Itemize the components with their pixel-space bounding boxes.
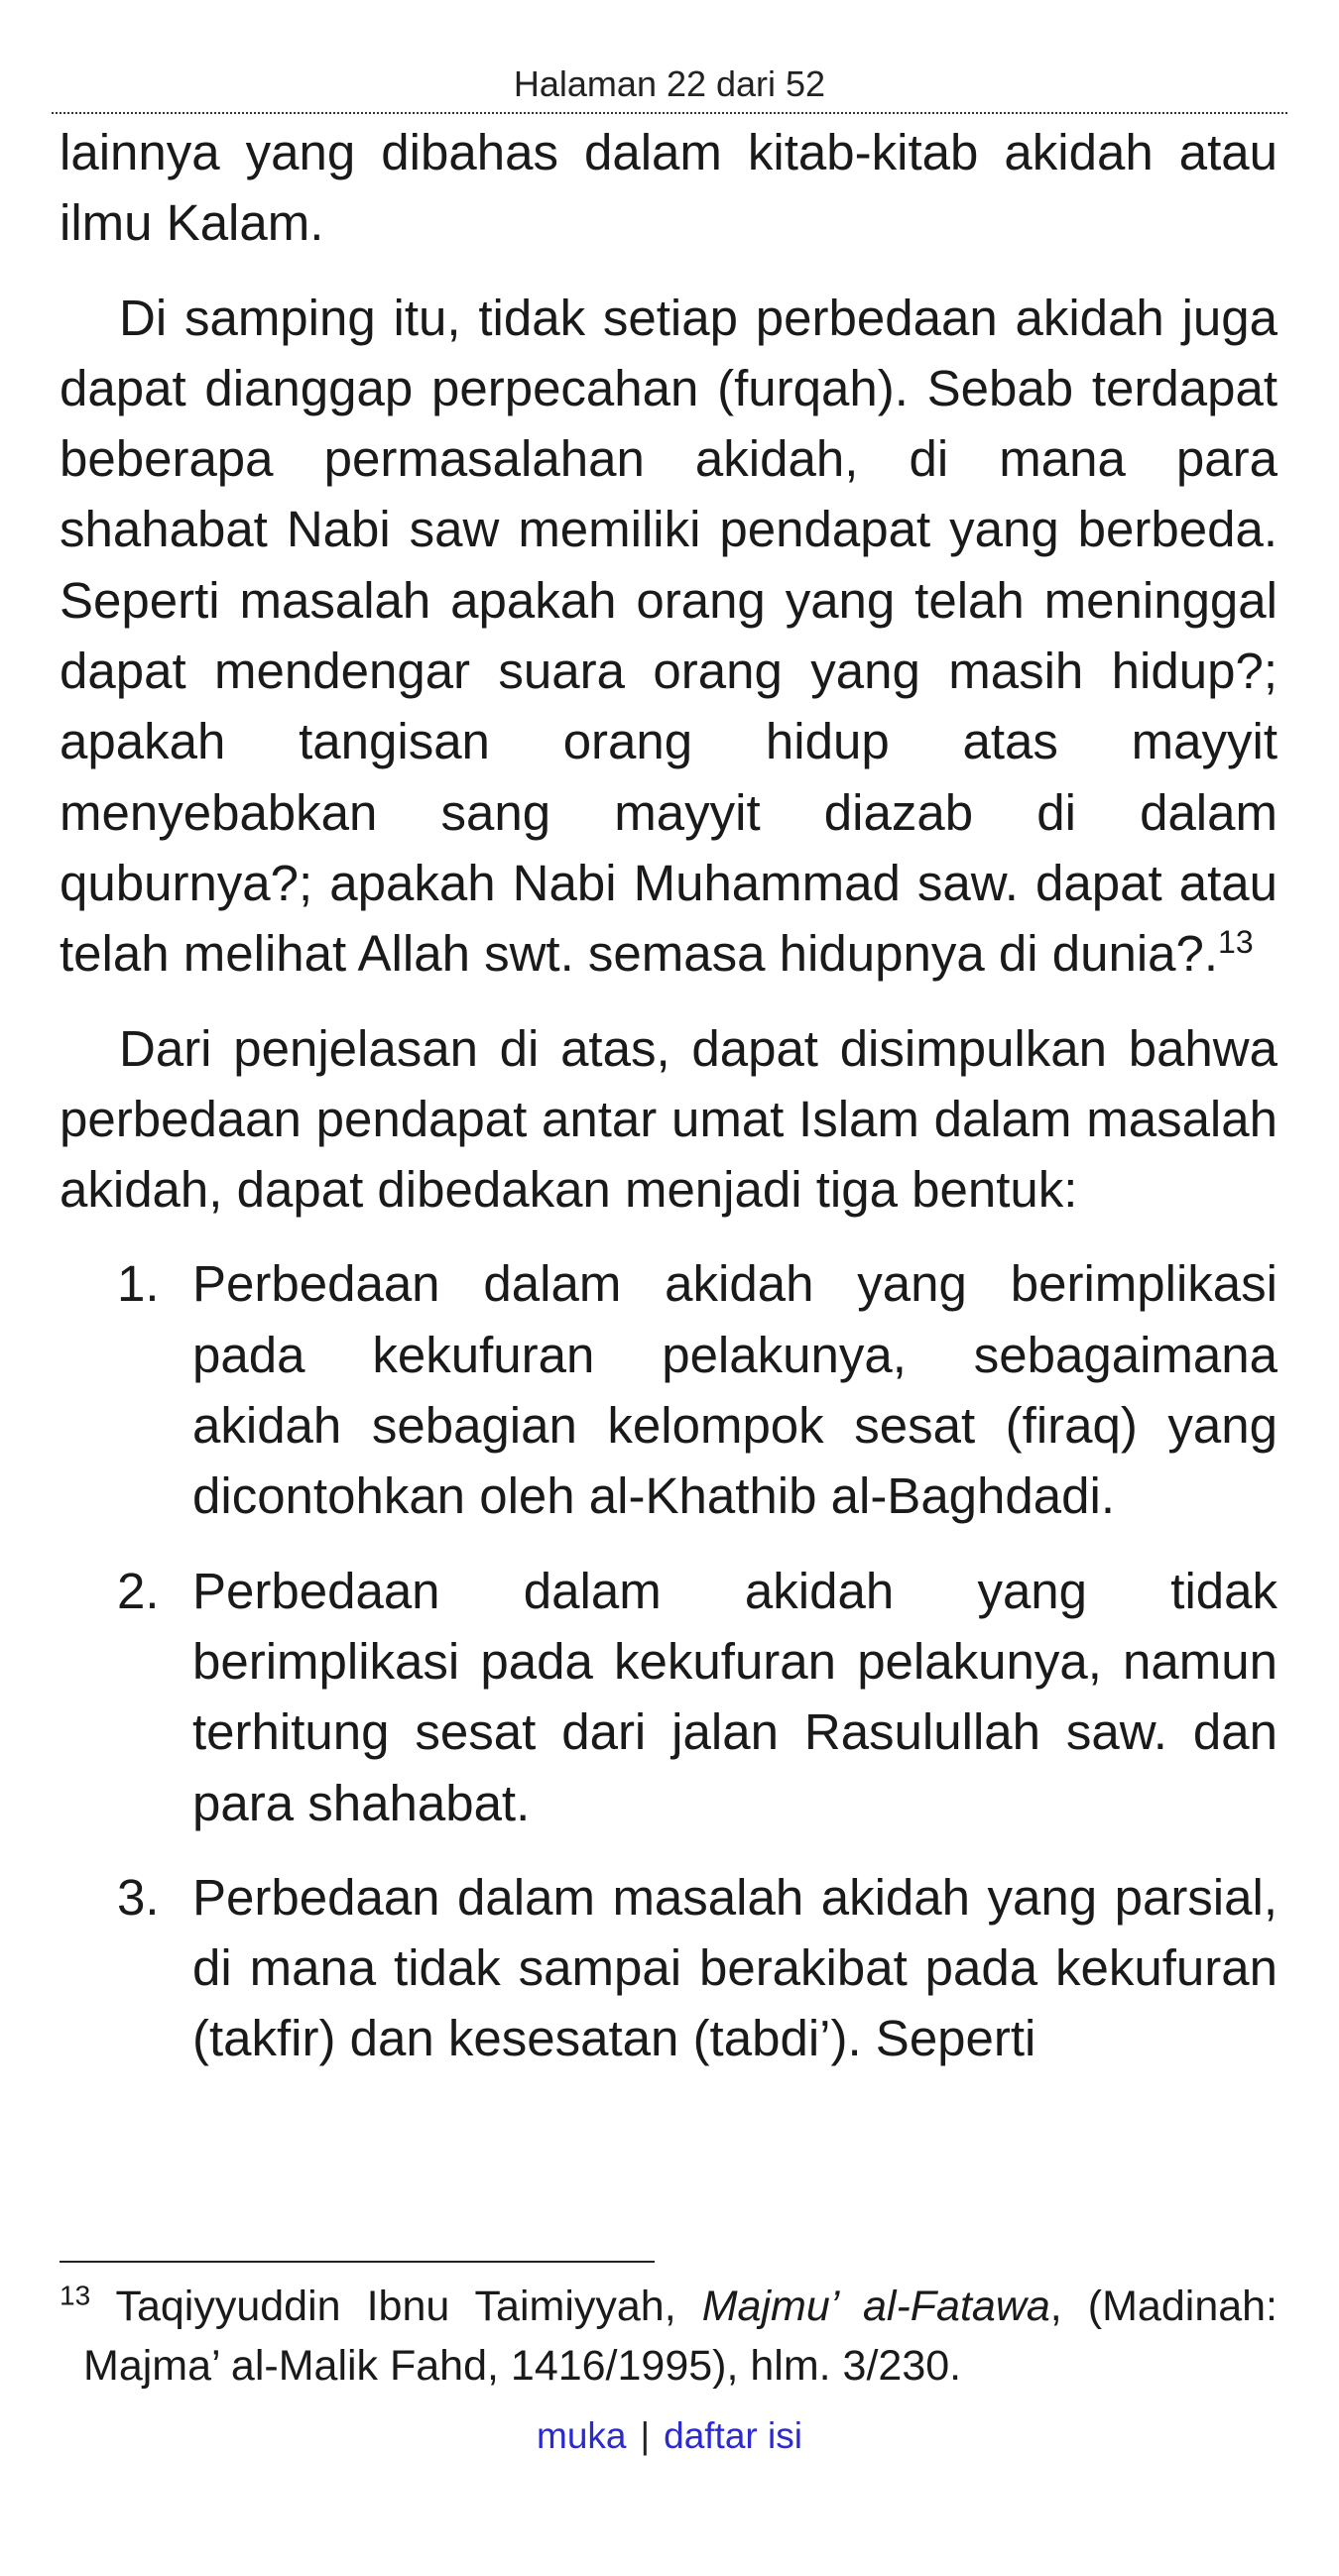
paragraph-3: Dari penjelasan di atas, dapat disimpulkan bahwa perbedaan pendapat antar umat Islam dalam masalah akidah, dapat dibedakan menjadi tiga bentuk:	[60, 1019, 1278, 1219]
footnote-13	[60, 2277, 1278, 2396]
footnote-text	[60, 2277, 1278, 2396]
paragraph-2	[60, 283, 1278, 990]
list-item-number: 1.	[117, 1255, 160, 1313]
list-item-text: Perbedaan dalam masalah akidah yang parsial, di mana tidak sampai berakibat pada kekufuran (takfir) dan kesesatan (tabdi’). Seperti	[192, 1868, 1278, 2067]
page-header	[52, 58, 1287, 111]
footnote-number: 13	[60, 2280, 91, 2311]
page-navigation	[0, 2411, 1339, 2461]
footnote-author: Taqiyyuddin Ibnu Taimiyyah,	[115, 2283, 702, 2330]
body-text	[60, 117, 1278, 2098]
list-item-number: 2.	[117, 1562, 160, 1619]
list-item	[60, 1248, 1278, 1531]
header-divider	[52, 112, 1287, 114]
paragraph-1: lainnya yang dibahas dalam kitab-kitab akidah atau ilmu Kalam.	[60, 124, 1278, 252]
footnote-citation: , (Madinah: Majma’ al-Malik Fahd, 1416/1995), hlm. 3/230.	[83, 2283, 1278, 2390]
table-of-contents-link[interactable]: daftar isi	[664, 2415, 802, 2456]
footnote-ref-13[interactable]: 13	[1218, 924, 1254, 961]
footnote-divider	[60, 2261, 655, 2263]
numbered-list	[60, 1248, 1278, 2073]
list-item-text: Perbedaan dalam akidah yang berimplikasi pada kekufuran pelakunya, sebagaimana akidah sebagian kelompok sesat (firaq) yang dicontohkan oleh al-Khathib al-Baghdadi.	[192, 1255, 1278, 1525]
list-item-number: 3.	[117, 1868, 160, 1926]
list-item	[60, 1862, 1278, 2074]
paragraph-2-text: Di samping itu, tidak setiap perbedaan akidah juga dapat dianggap perpecahan (furqah). Sebab terdapat beberapa permasalahan akidah, di mana para shahabat Nabi saw memiliki pendapat yang berbeda. Seperti masalah apakah orang yang telah meninggal dapat mendengar suara orang yang masih hidup?; apakah tangisan orang hidup atas mayyit menyebabkan sang mayyit diazab di dalam quburnya?; apakah Nabi Muhammad saw. dapat atau telah melihat Allah swt. semasa hidupnya di dunia?.	[60, 289, 1278, 983]
list-item-text: Perbedaan dalam akidah yang tidak berimplikasi pada kekufuran pelakunya, namun terhitung sesat dari jalan Rasulullah saw. dan para shahabat.	[192, 1562, 1278, 1831]
footnote-book-title: Majmu’ al-Fatawa	[701, 2283, 1050, 2330]
nav-separator: |	[640, 2415, 651, 2456]
list-item	[60, 1556, 1278, 1838]
page-number-label: Halaman 22 dari 52	[513, 63, 826, 104]
home-link[interactable]: muka	[537, 2415, 627, 2456]
